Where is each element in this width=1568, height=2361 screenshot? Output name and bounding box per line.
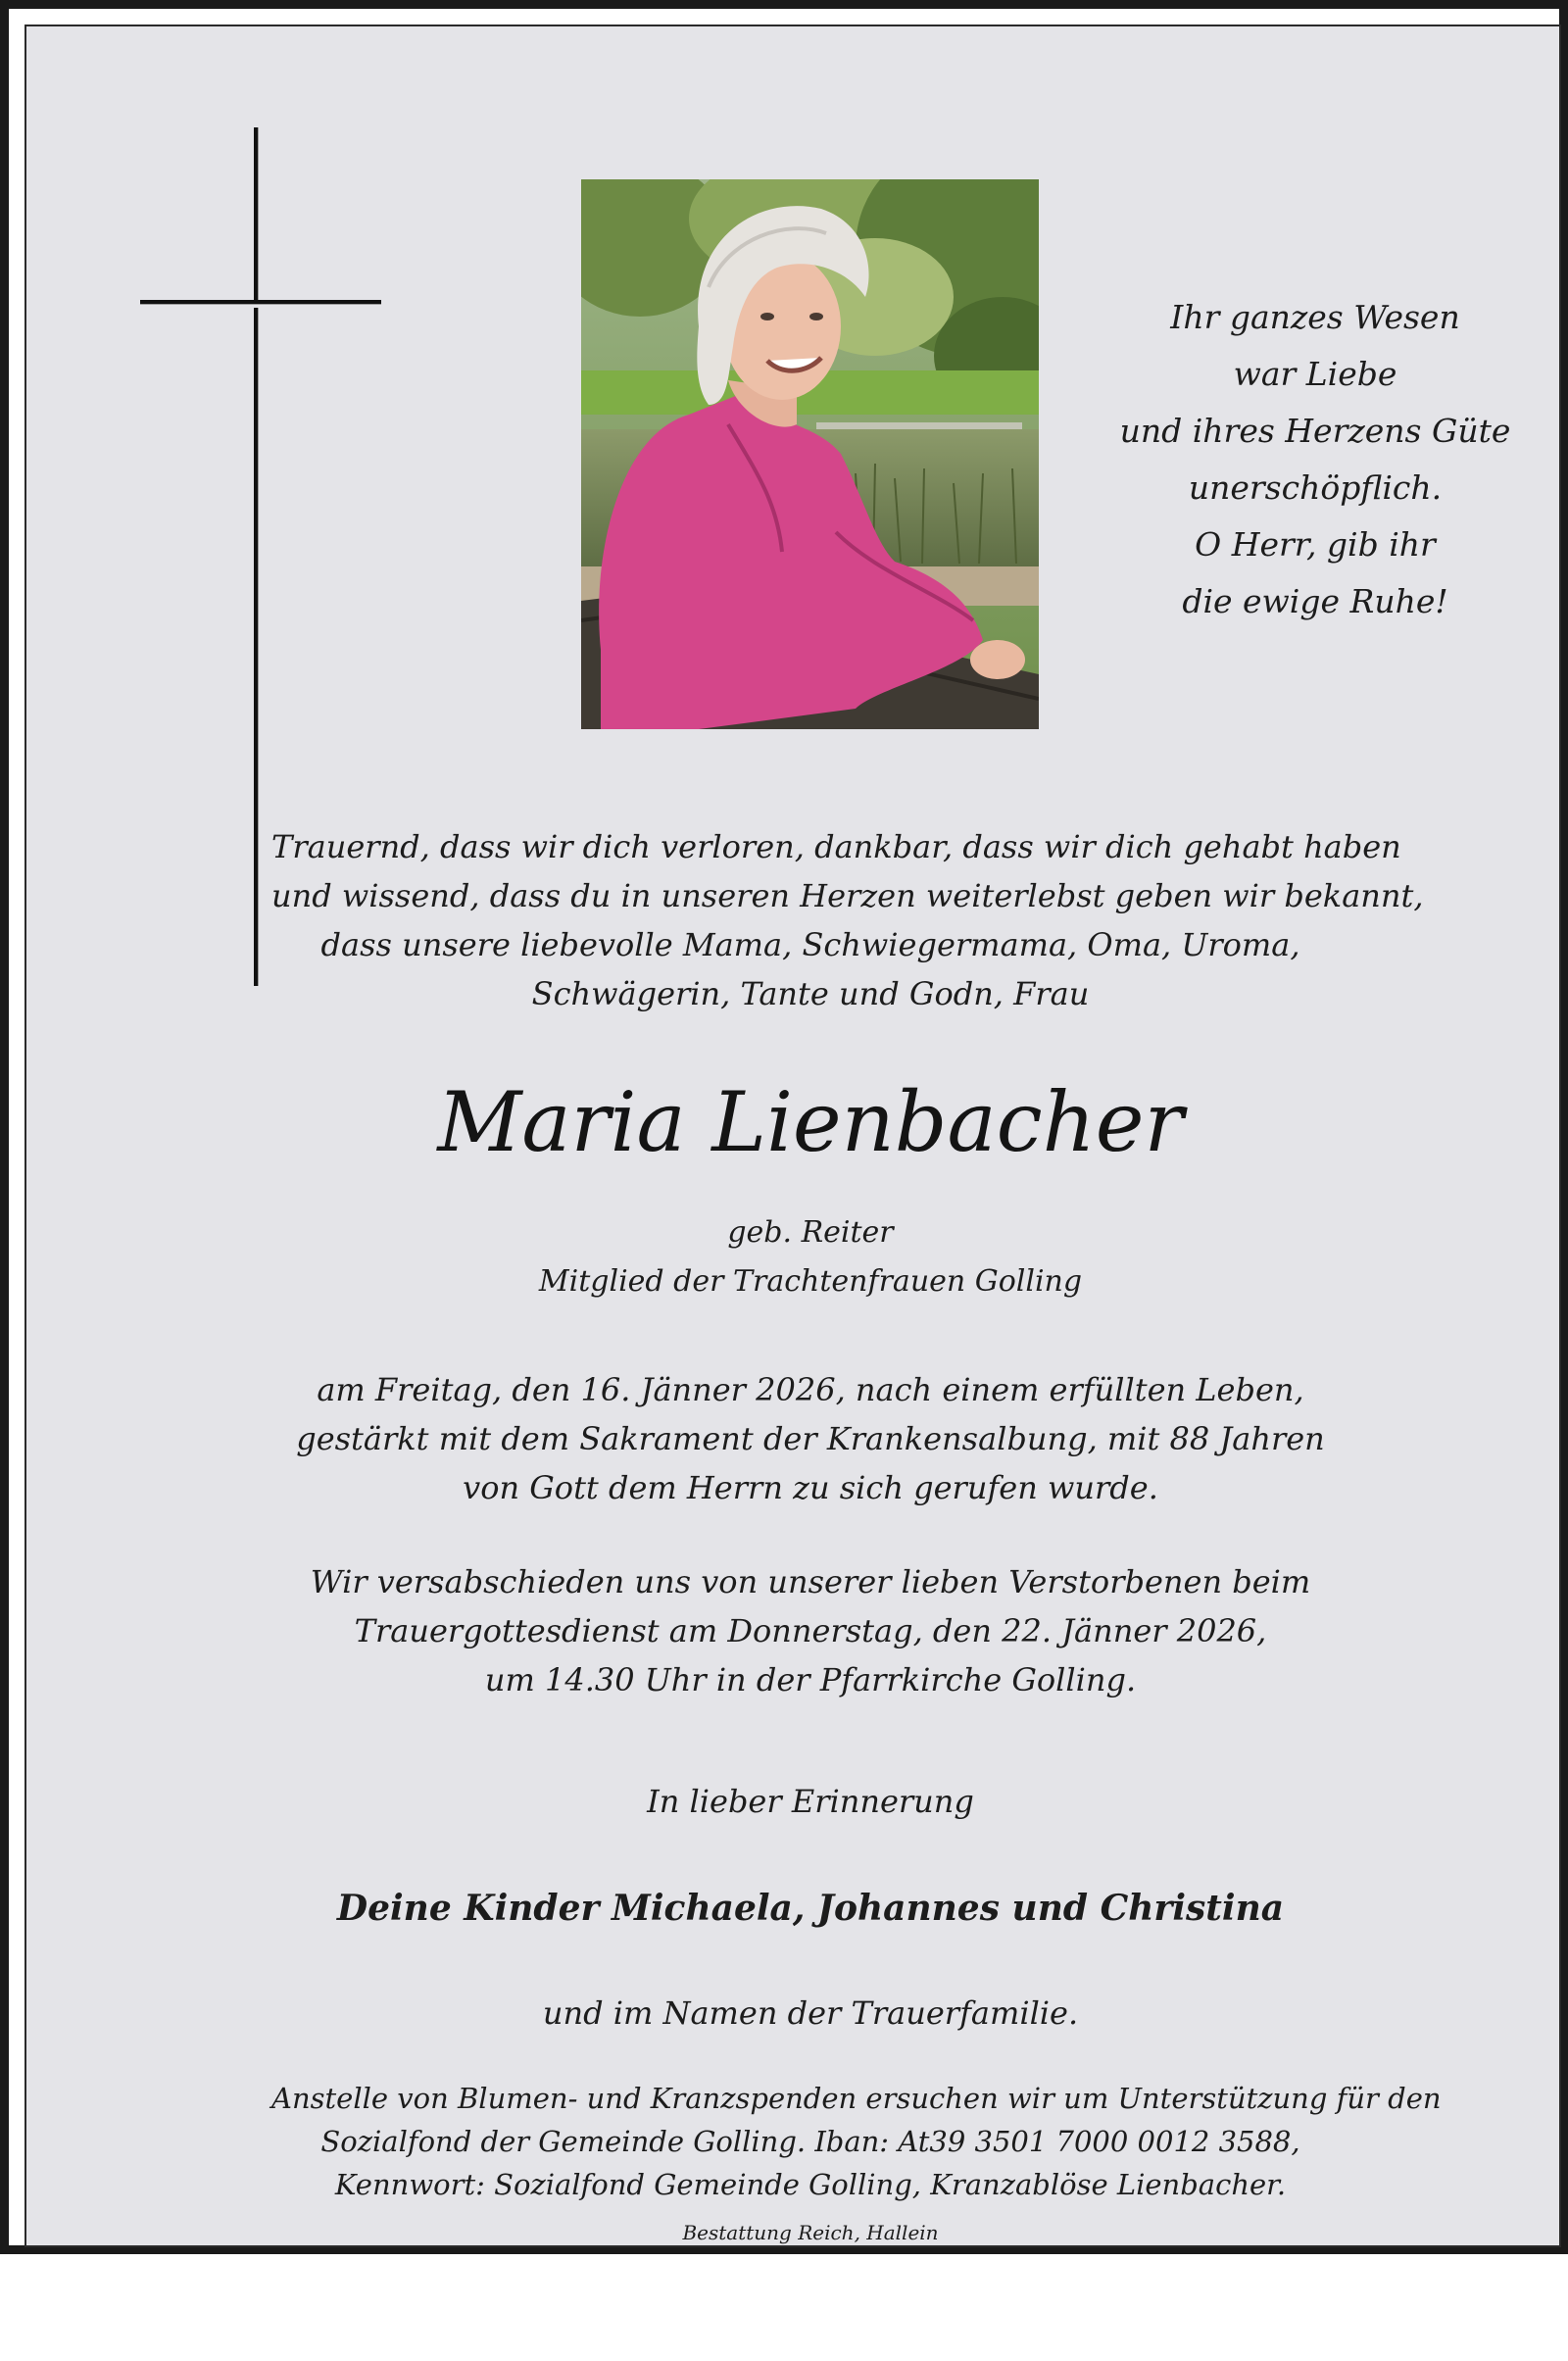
poem-line: Ihr ganzes Wesen [1170,298,1460,336]
death-line: am Freitag, den 16. Jänner 2026, nach einem erfüllten Leben, [317,1371,1304,1408]
intro-line: Schwägerin, Tante und Godn, Frau [531,975,1090,1012]
funeral-line: Trauergottesdienst am Donnerstag, den 22. Jänner 2026, [354,1612,1267,1649]
cross-icon [254,127,261,986]
poem-line: war Liebe [1233,355,1397,393]
intro-line: und wissend, dass du in unseren Herzen weiterlebst geben wir bekannt, [271,877,1424,914]
intro-line: dass unsere liebevolle Mama, Schwiegermama, Oma, Uroma, [320,926,1300,963]
donation-line: Kennwort: Sozialfond Gemeinde Golling, Kranzablöse Lienbacher. [334,2168,1287,2201]
donation-line: Anstelle von Blumen- und Kranzspenden ersuchen wir um Unterstützung für den [271,2082,1442,2115]
funeral-line: Wir versabschieden uns von unserer lieben Verstorbenen beim [310,1563,1311,1600]
cross-icon-bar [140,300,381,308]
donation-notice [271,2077,1442,2206]
family-line: und im Namen der Trauerfamilie. [542,1994,1079,2032]
poem-line: unerschöpflich. [1188,468,1443,507]
funeral-line: um 14.30 Uhr in der Pfarrkirche Golling. [484,1661,1137,1698]
death-line: gestärkt mit dem Sakrament der Krankensalbung, mit 88 Jahren [296,1420,1325,1457]
memory-line: In lieber Erinnerung [647,1783,974,1820]
poem-line: O Herr, gib ihr [1195,525,1436,564]
membership: Mitglied der Trachtenfrauen Golling [538,1264,1083,1299]
obituary-card [24,25,1561,2247]
intro-line: Trauernd, dass wir dich verloren, dankbar, dass wir dich gehabt haben [271,828,1401,865]
portrait-photo [581,179,1039,729]
death-line: von Gott dem Herrn zu sich gerufen wurde. [463,1469,1158,1506]
deceased-subtitle [271,1208,1349,1306]
poem-line: die ewige Ruhe! [1182,582,1448,620]
undertaker-credit: Bestattung Reich, Hallein [682,2221,939,2244]
poem [1109,289,1521,630]
intro-text [271,822,1424,1018]
children-names: Deine Kinder Michaela, Johannes und Christina [336,1888,1285,1929]
poem-line: und ihres Herzens Güte [1119,412,1511,450]
funeral-notice [271,1557,1349,1704]
maiden-name: geb. Reiter [727,1215,894,1250]
death-notice [271,1365,1349,1512]
donation-line: Sozialfond der Gemeinde Golling. Iban: At39 3501 7000 0012 3588, [320,2125,1300,2158]
deceased-name: Maria Lienbacher [437,1074,1184,1170]
